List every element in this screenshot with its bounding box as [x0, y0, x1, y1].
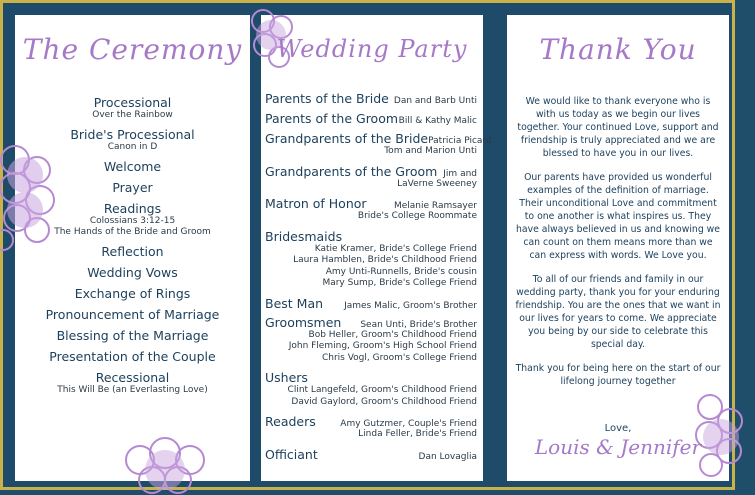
- program-item-detail: Over the Rainbow: [92, 110, 173, 120]
- thank-you-paragraph: To all of our friends and family in our wedding party, thank you for your enduring friendship. You are the ones that we want in our lives for years to come. We appreciate you being by our side to celebrate this special day.: [515, 274, 721, 350]
- program-item: [15, 159, 250, 174]
- party-role: Matron of Honor: [265, 196, 367, 211]
- program-item: [15, 286, 250, 301]
- party-name: John Fleming, Groom's High School Friend: [288, 341, 477, 351]
- program-item-title: Bride's Processional: [70, 127, 195, 142]
- party-row: [265, 111, 477, 126]
- party-name: Laura Hamblen, Bride's Childhood Friend: [293, 255, 477, 265]
- party-role: Parents of the Groom: [265, 111, 399, 126]
- program-item-title: Wedding Vows: [87, 265, 178, 280]
- party-name: Tom and Marion Unti: [384, 146, 477, 156]
- closing-text: Love,: [604, 423, 632, 434]
- party-row: [265, 196, 477, 211]
- party-name: Sean Unti, Bride's Brother: [360, 319, 477, 330]
- party-name: Chris Vogl, Groom's College Friend: [321, 352, 477, 363]
- hydrangea-bottom-decoration: [110, 425, 220, 495]
- party-role: Readers: [265, 414, 316, 429]
- party-name: Bride's College Roommate: [357, 211, 477, 221]
- party-row: [265, 131, 492, 146]
- thank-you-panel: [507, 15, 729, 481]
- ceremony-title: The Ceremony: [22, 33, 243, 66]
- program-item-title: Processional: [93, 95, 172, 110]
- program-item: [15, 307, 250, 322]
- wedding-party-list: [265, 91, 492, 462]
- program-item-title: Prayer: [112, 180, 153, 195]
- program-item-detail: The Hands of the Bride and Groom: [54, 227, 211, 237]
- program-item: [15, 201, 250, 238]
- program-item-detail: This Will Be (an Everlasting Love): [57, 385, 208, 395]
- program-item: [15, 244, 250, 259]
- party-row: [265, 414, 477, 429]
- party-name: James Malic, Groom's Brother: [344, 300, 477, 311]
- program-item: [15, 370, 250, 396]
- party-name: Amy Gutzmer, Couple's Friend: [340, 419, 477, 429]
- party-row: [265, 91, 477, 106]
- program-item: [15, 328, 250, 343]
- program-item: [15, 180, 250, 195]
- program-item-detail: Canon in D: [107, 142, 158, 152]
- program-item-title: Exchange of Rings: [74, 286, 191, 301]
- party-name: Mary Sump, Bride's College Friend: [322, 278, 477, 288]
- thank-you-paragraph: We would like to thank everyone who is with us today as we begin our lives together. Your continued Love, support and friendship is truly appreciated and we are blessed to have you in our lives.: [517, 96, 719, 159]
- party-role: Officiant: [265, 446, 318, 462]
- party-role: Grandparents of the Bride: [265, 131, 429, 146]
- ceremony-program: [15, 95, 250, 396]
- program-item: [15, 127, 250, 153]
- program-item-title: Pronouncement of Marriage: [45, 307, 220, 322]
- party-name: Melanie Ramsayer: [393, 201, 477, 211]
- party-name: Dan and Barb Unti: [393, 96, 477, 106]
- party-row: [265, 164, 477, 179]
- party-name: Clint Langefeld, Groom's Childhood Friend: [287, 385, 477, 395]
- party-role: Bridesmaids: [265, 228, 343, 244]
- program-item-title: Presentation of the Couple: [49, 349, 216, 364]
- party-role: Groomsmen: [265, 314, 342, 330]
- party-role: Ushers: [265, 370, 308, 385]
- ceremony-panel: [15, 15, 250, 481]
- program-item-title: Recessional: [95, 370, 170, 385]
- thank-you-paragraph: Thank you for being here on the start of our lifelong journey together: [515, 363, 721, 387]
- wedding-party-title: Wedding Party: [276, 35, 468, 63]
- thank-you-paragraph: Our parents have provided us wonderful examples of the definition of marriage. Their unconditional Love and commitment to one another is what inspires us. They have always believed in us and knowing we can count on them means more than we can express with words. We Love you.: [515, 172, 721, 261]
- program-item: [15, 95, 250, 121]
- wedding-party-panel: [261, 15, 492, 481]
- program-item: [15, 349, 250, 364]
- party-name: David Gaylord, Groom's Childhood Friend: [291, 396, 477, 407]
- program-item-detail: Colossians 3:12-15: [89, 216, 176, 226]
- party-name: Amy Unti-Runnells, Bride's cousin: [325, 266, 477, 277]
- thank-you-title: Thank You: [539, 33, 697, 66]
- program-item-title: Blessing of the Marriage: [56, 328, 209, 343]
- party-role: Parents of the Bride: [265, 91, 389, 106]
- program-item-title: Welcome: [103, 159, 162, 174]
- party-row: [265, 315, 477, 330]
- program-item-title: Reflection: [101, 244, 164, 259]
- party-name: Bill & Kathy Malic: [398, 116, 477, 126]
- party-name: LaVerne Sweeney: [397, 178, 477, 189]
- program-item-title: Readings: [103, 201, 162, 216]
- party-role: Grandparents of the Groom: [265, 163, 438, 179]
- party-name: Jim and: [443, 168, 477, 179]
- thank-you-message: [515, 95, 721, 399]
- party-row: [265, 296, 477, 311]
- party-role: Best Man: [265, 295, 324, 311]
- party-name: Bob Heller, Groom's Childhood Friend: [308, 329, 477, 340]
- program-item: [15, 265, 250, 280]
- party-name: Patricia Picard: [428, 136, 492, 146]
- party-name: Linda Feller, Bride's Friend: [358, 429, 477, 439]
- couple-signature: Louis & Jennifer: [534, 435, 702, 459]
- party-row: [265, 447, 477, 462]
- party-name: Katie Kramer, Bride's College Friend: [314, 243, 477, 254]
- party-name: Dan Lovaglia: [418, 451, 477, 462]
